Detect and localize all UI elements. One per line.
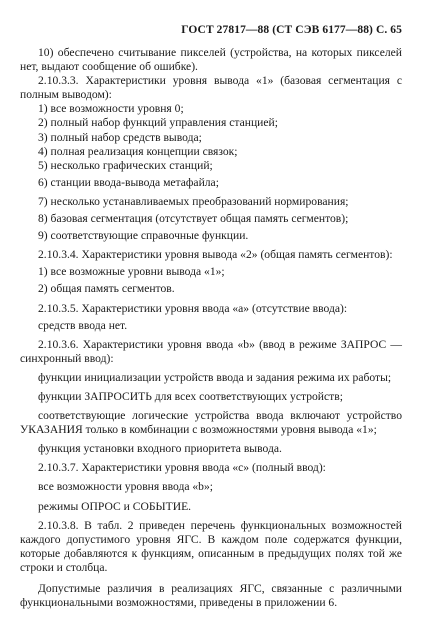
output-level-1-list: [20, 102, 402, 243]
list-item: 9) соответствующие справочные функции.: [38, 229, 249, 243]
section-2-10-3-6: 2.10.3.6. Характеристики уровня ввода «b» (ввод в режиме ЗАПРОС — синхронный ввод):: [20, 337, 402, 365]
section-2-10-3-8: 2.10.3.8. В табл. 2 приведен перечень функциональных возможностей каждого допустимого уровня ЯГС. В каждом поле содержатся функции, которые добавляются к функциям, описанным в предыдущих полях той же строки и столбца.: [20, 518, 402, 574]
list-item: 3) полный набор средств вывода;: [38, 130, 202, 144]
list-item: 5) несколько графических станций;: [38, 158, 213, 172]
list-item: 6) станции ввода-вывода метафайла;: [38, 175, 219, 189]
section-2-10-3-5: 2.10.3.5. Характеристики уровня ввода «а» (отсутствие ввода):: [38, 301, 348, 315]
section-2-10-3-4: 2.10.3.4. Характеристики уровня вывода «2» (общая память сегментов):: [38, 248, 393, 262]
section-2-10-3-6-item: функции инициализации устройств ввода и задания режима их работы;: [38, 370, 392, 384]
list-item: 2) полный набор функций управления станцией;: [38, 116, 278, 130]
output-level-2-list: [20, 265, 402, 296]
page-header: ГОСТ 27817—88 (СТ СЭВ 6177—88) С. 65: [181, 24, 402, 36]
section-2-10-3-7-item: режимы ОПРОС и СОБЫТИЕ.: [38, 499, 192, 513]
list-item: 2) общая память сегментов.: [38, 282, 175, 296]
section-2-10-3-7: 2.10.3.7. Характеристики уровня ввода «с» (полный ввод):: [38, 461, 326, 475]
paragraph-item-10: 10) обеспечено считывание пикселей (устройства, на которых пикселей нет, выдают сообщение об ошибке).: [20, 46, 402, 74]
section-2-10-3-3: 2.10.3.3. Характеристики уровня вывода «1» (базовая сегментация с полным выводом):: [20, 74, 402, 102]
section-2-10-3-6-item: соответствующие логические устройства ввода включают устройство УКАЗАНИЯ только в комбинации с возможностями уровня вывода «1»;: [20, 409, 402, 437]
document-body: [20, 46, 402, 610]
section-2-10-3-6-item: функции ЗАПРОСИТЬ для всех соответствующих устройств;: [38, 389, 343, 403]
section-2-10-3-6-item: функция установки входного приоритета вывода.: [38, 442, 282, 456]
section-2-10-3-7-item: все возможности уровня ввода «b»;: [38, 480, 213, 494]
section-2-10-3-5-text: средств ввода нет.: [38, 318, 128, 332]
list-item: 1) все возможности уровня 0;: [38, 102, 184, 116]
list-item: 8) базовая сегментация (отсутствует общая память сегментов);: [38, 212, 349, 226]
closing-paragraph: Допустимые различия в реализациях ЯГС, связанные с различными функциональными возможностями, приведены в приложении 6.: [20, 582, 402, 610]
list-item: 7) несколько устанавливаемых преобразований нормирования;: [38, 194, 349, 208]
list-item: 1) все возможные уровни вывода «1»;: [38, 265, 225, 279]
list-item: 4) полная реализация концепции связок;: [38, 144, 238, 158]
